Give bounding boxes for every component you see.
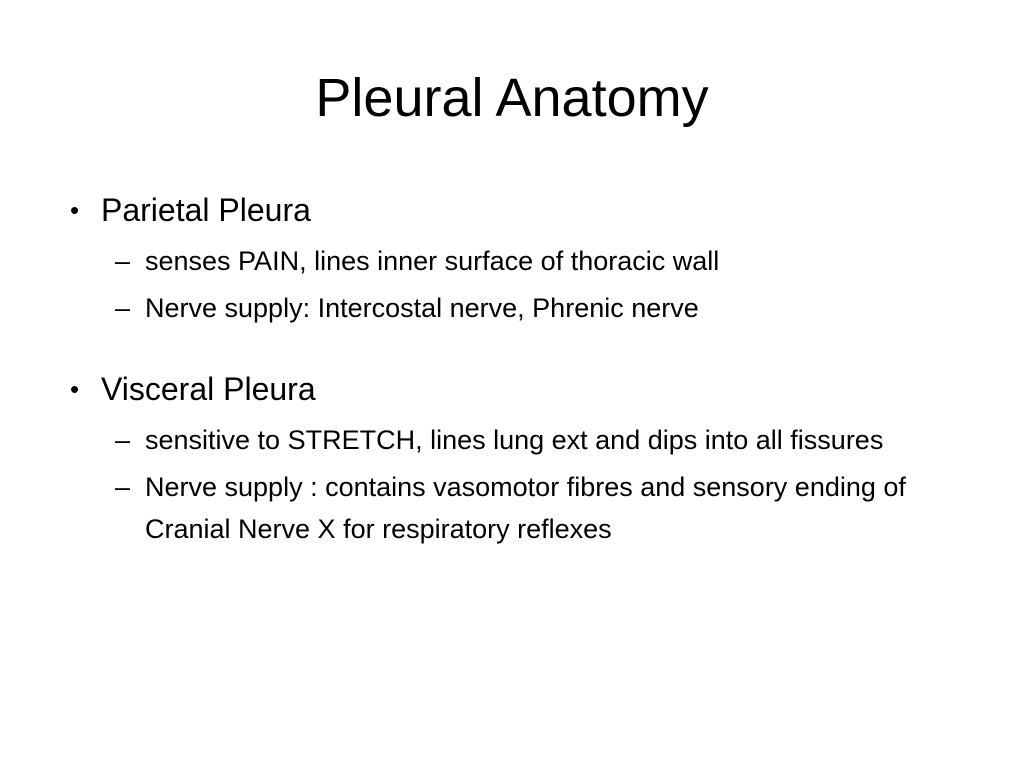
sub-item-text: senses PAIN, lines inner surface of thoracic wall	[145, 246, 720, 276]
sub-marker: –	[115, 246, 131, 276]
sub-item-text: Nerve supply: Intercostal nerve, Phrenic nerve	[145, 293, 699, 323]
sub-item	[70, 240, 950, 282]
sub-item	[70, 419, 950, 461]
slide-content	[70, 188, 950, 555]
sub-list	[70, 240, 950, 329]
bullet-marker: •	[70, 195, 80, 225]
sub-item	[70, 466, 950, 550]
sub-item	[70, 287, 950, 329]
sub-marker: –	[115, 293, 131, 323]
sub-marker: –	[115, 425, 131, 455]
slide-title: Pleural Anatomy	[315, 68, 709, 128]
bullet-heading	[70, 188, 950, 232]
section-visceral-pleura	[70, 367, 950, 550]
bullet-marker: •	[70, 374, 80, 404]
bullet-text: Parietal Pleura	[101, 192, 311, 228]
bullet-heading	[70, 367, 950, 411]
section-parietal-pleura	[70, 188, 950, 329]
sub-marker: –	[115, 472, 131, 502]
bullet-text: Visceral Pleura	[101, 371, 316, 407]
sub-item-text: Nerve supply : contains vasomotor fibres and sensory ending of Cranial Nerve X for respiratory reflexes	[145, 472, 906, 544]
sub-item-text: sensitive to STRETCH, lines lung ext and dips into all fissures	[145, 425, 884, 455]
sub-list	[70, 419, 950, 550]
